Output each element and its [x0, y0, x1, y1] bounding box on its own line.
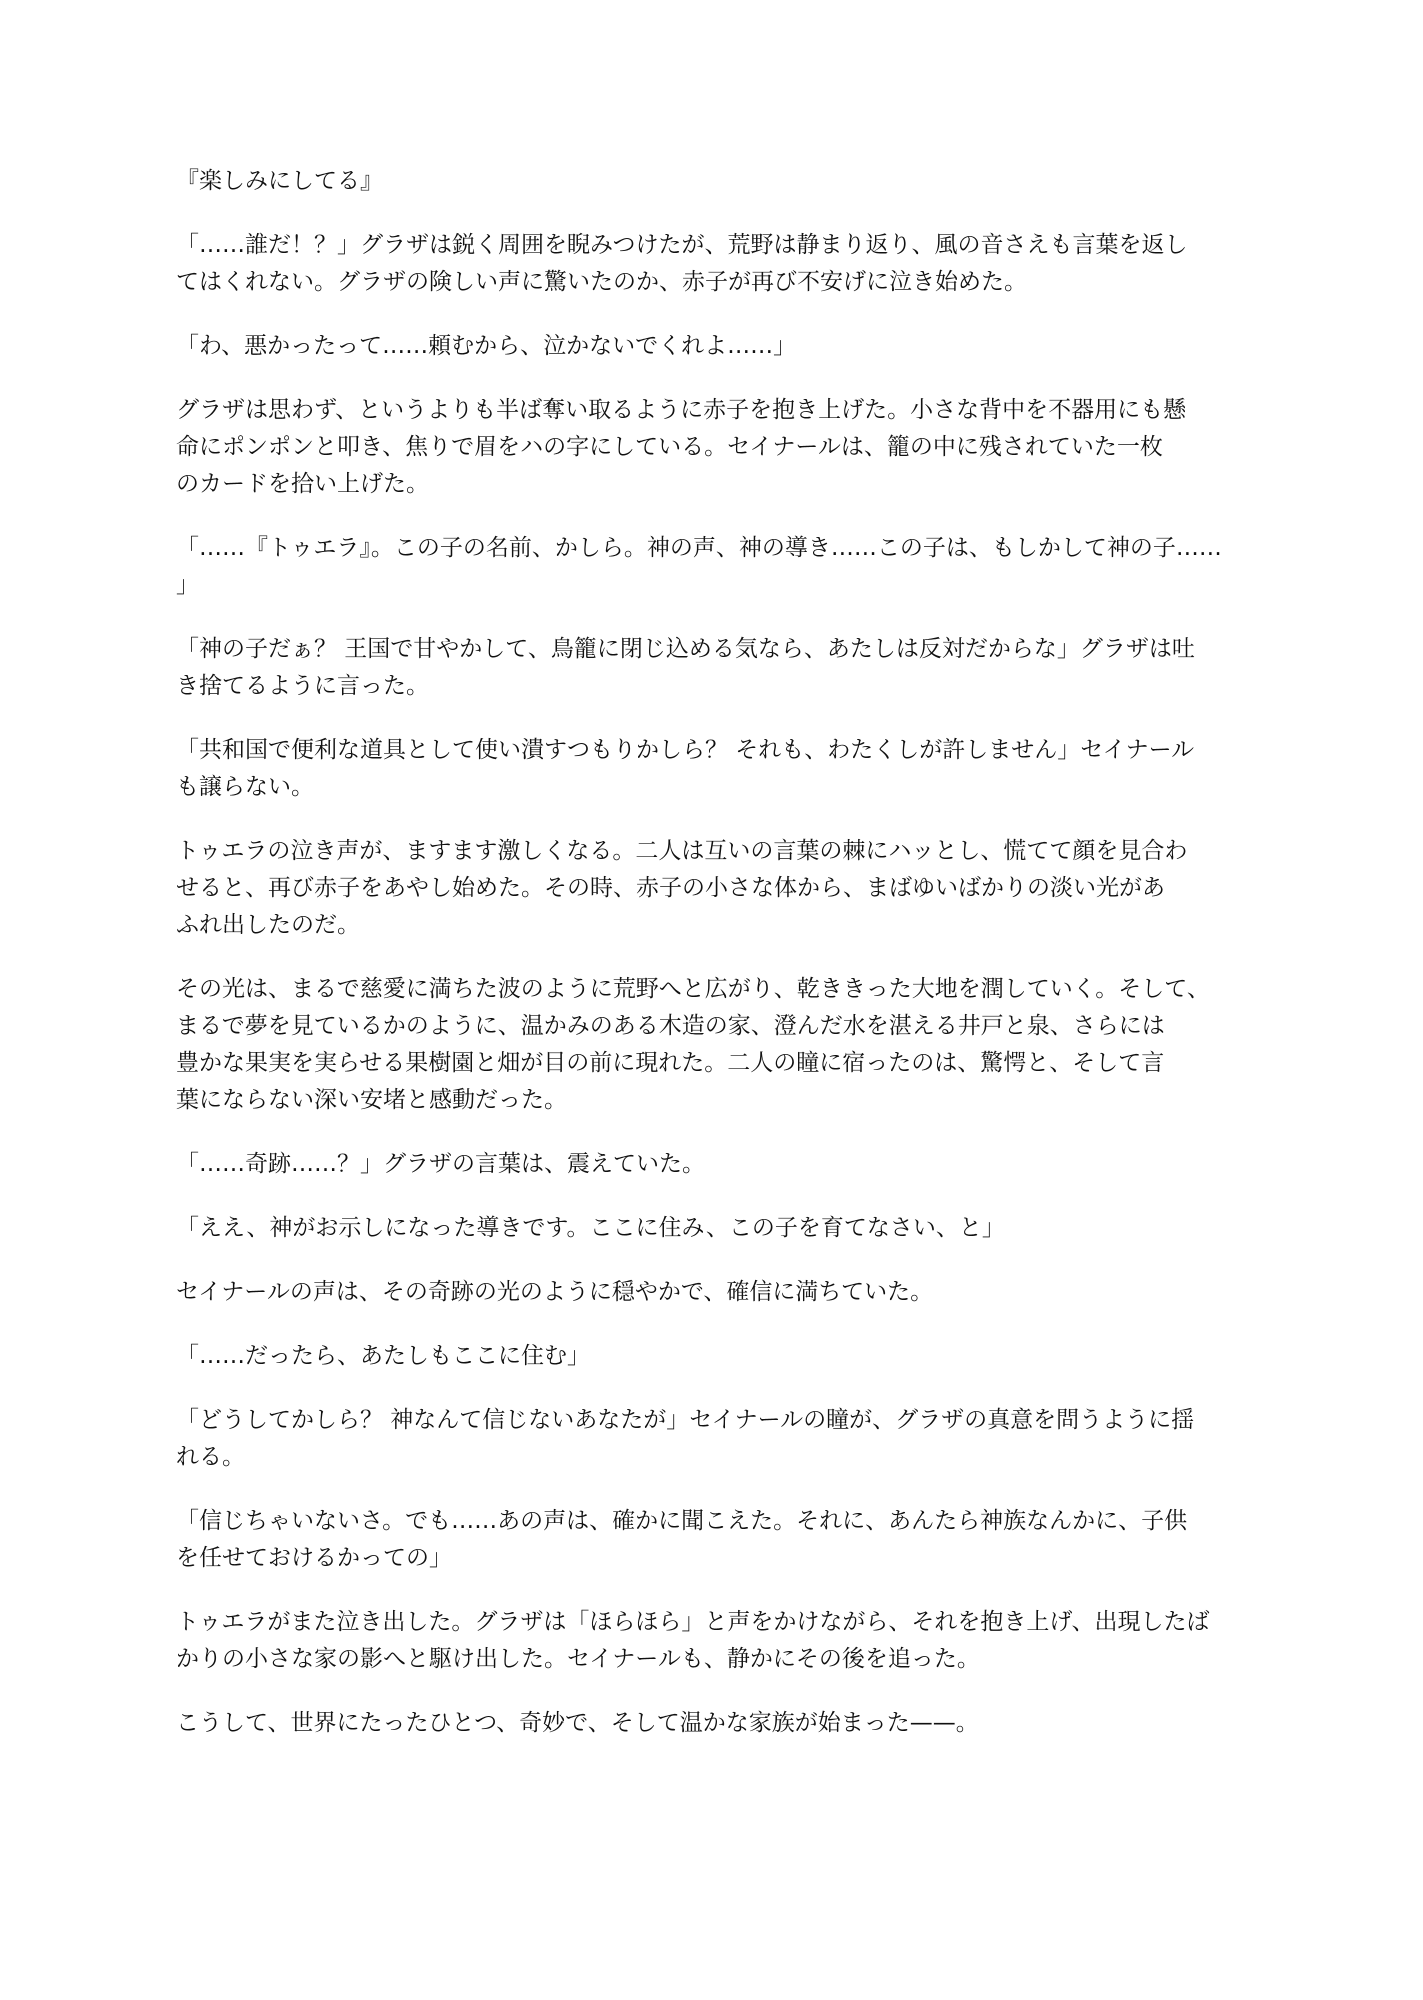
paragraph-11: 「ええ、神がお示しになった導きです。ここに住み、この子を育てなさい、と」	[176, 1215, 1005, 1241]
paragraph-3: 「わ、悪かったって……頼むから、泣かないでくれよ……」	[176, 333, 797, 359]
paragraph-2: 「……誰だ！？」グラザは鋭く周囲を睨みつけたが、荒野は静まり返り、風の音さえも言葉を返し てはくれない。グラザの険しい声に驚いたのか、赤子が再び不安げに泣き始めた。	[176, 232, 1188, 295]
paragraph-1: 『楽しみにしてる』	[176, 168, 383, 194]
paragraph-4: グラザは思わず、というよりも半ば奪い取るように赤子を抱き上げた。小さな背中を不器用にも懸 命にポンポンと叩き、焦りで眉をハの字にしている。セイナールは、籠の中に残されていた一枚 のカードを拾い上げた。	[176, 397, 1187, 497]
paragraph-9: その光は、まるで慈愛に満ちた波のように荒野へと広がり、乾ききった大地を潤していく。そして、 まるで夢を見ているかのように、温かみのある木造の家、澄んだ水を湛える井戸と泉、さらには 豊かな果実を実らせる果樹園と畑が目の前に現れた。二人の瞳に宿ったのは、驚愕と、そして言 葉にならない深い安堵と感動だった。	[176, 976, 1210, 1113]
paragraph-12: セイナールの声は、その奇跡の光のように穏やかで、確信に満ちていた。	[176, 1279, 934, 1305]
paragraph-16: トゥエラがまた泣き出した。グラザは「ほらほら」と声をかけながら、それを抱き上げ、出現したば かりの小さな家の影へと駆け出した。セイナールも、静かにその後を追った。	[176, 1609, 1210, 1672]
paragraph-6: 「神の子だぁ？ 王国で甘やかして、鳥籠に閉じ込める気なら、あたしは反対だからな」グラザは吐 き捨てるように言った。	[176, 636, 1195, 699]
document-page	[176, 163, 1266, 1769]
paragraph-13: 「……だったら、あたしもここに住む」	[176, 1343, 590, 1369]
paragraph-10: 「……奇跡……？」グラザの言葉は、震えていた。	[176, 1151, 705, 1177]
paragraph-8: トゥエラの泣き声が、ますます激しくなる。二人は互いの言葉の棘にハッとし、慌てて顔を見合わ せると、再び赤子をあやし始めた。その時、赤子の小さな体から、まばゆいばかりの淡い光があ ふれ出したのだ。	[176, 838, 1188, 938]
paragraph-17: こうして、世界にたったひとつ、奇妙で、そして温かな家族が始まった——。	[176, 1710, 979, 1736]
paragraph-15: 「信じちゃいないさ。でも……あの声は、確かに聞こえた。それに、あんたら神族なんかに、子供 を任せておけるかっての」	[176, 1508, 1188, 1571]
paragraph-14: 「どうしてかしら？ 神なんて信じないあなたが」セイナールの瞳が、グラザの真意を問うように揺 れる。	[176, 1407, 1195, 1470]
paragraph-5: 「……『トゥエラ』。この子の名前、かしら。神の声、神の導き……この子は、もしかして神の子…… 」	[176, 535, 1222, 598]
paragraph-7: 「共和国で便利な道具として使い潰すつもりかしら？ それも、わたくしが許しません」セイナール も譲らない。	[176, 737, 1195, 800]
